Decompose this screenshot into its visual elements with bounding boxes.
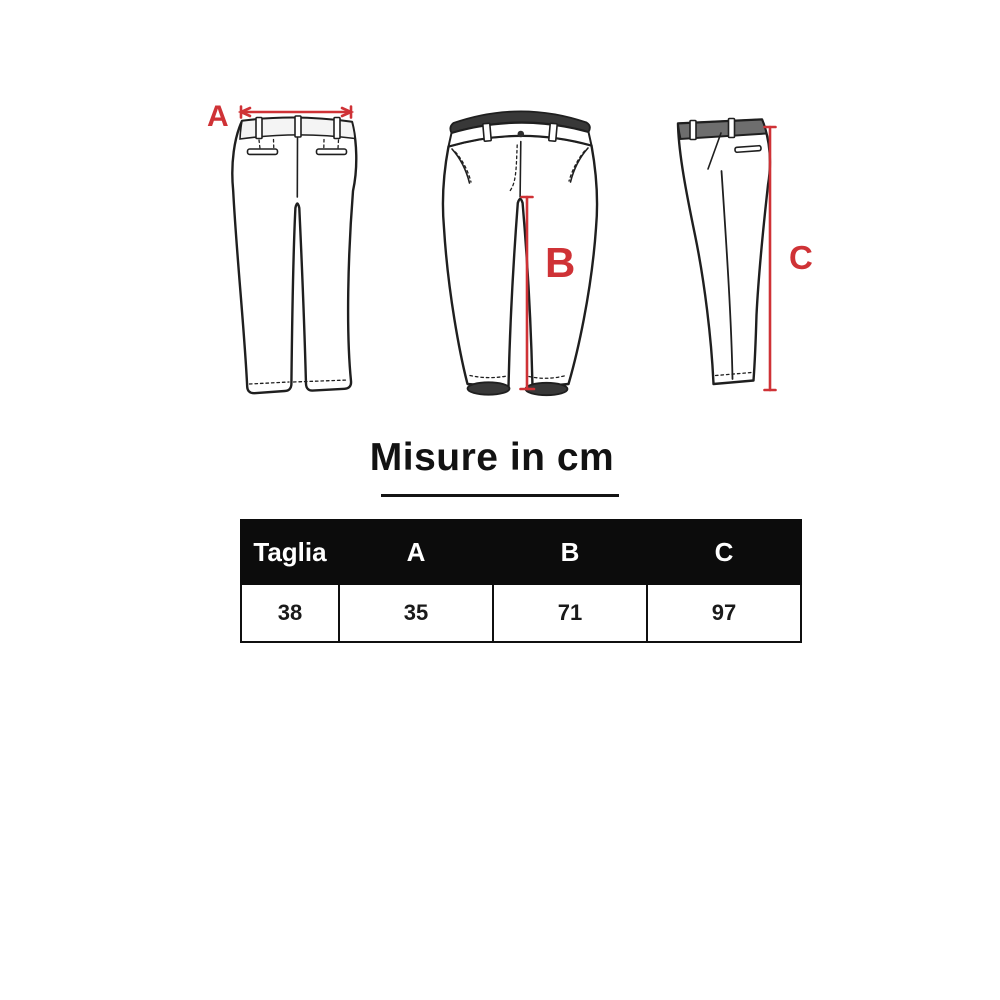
pants-side-view-drawing [665, 103, 815, 403]
cell-measure-c: 97 [647, 584, 801, 642]
belt-loop [549, 123, 557, 141]
hem-opening [468, 382, 510, 394]
back-pocket [317, 149, 347, 154]
center-front-seam [520, 142, 521, 198]
belt-loop [334, 118, 340, 139]
cell-size: 38 [241, 584, 339, 642]
cell-measure-b: 71 [493, 584, 647, 642]
size-table-header-row [241, 520, 801, 584]
back-pocket [248, 149, 278, 154]
pants-back-outline [232, 116, 356, 393]
size-table-row [241, 584, 801, 642]
belt-loop [690, 121, 696, 140]
header-cell-b: B [493, 520, 647, 584]
header-cell-taglia: Taglia [241, 520, 339, 584]
belt-loop [729, 119, 735, 138]
size-table [240, 519, 802, 643]
header-cell-c: C [647, 520, 801, 584]
belt-loop [483, 123, 491, 141]
title-underline [381, 494, 619, 497]
measure-label-a: A [207, 100, 229, 133]
measurements-title: Misure in cm [369, 436, 615, 479]
measure-label-b: B [545, 239, 576, 286]
header-cell-a: A [339, 520, 493, 584]
cell-measure-a: 35 [339, 584, 493, 642]
pants-back-view-drawing [200, 95, 370, 410]
pants-side-outline [678, 119, 770, 385]
button [518, 131, 525, 138]
pants-front-view-drawing [440, 103, 600, 403]
back-pocket [735, 146, 761, 153]
belt-loop [295, 116, 301, 137]
belt-loop [256, 118, 262, 139]
measure-label-c: C [789, 239, 813, 276]
